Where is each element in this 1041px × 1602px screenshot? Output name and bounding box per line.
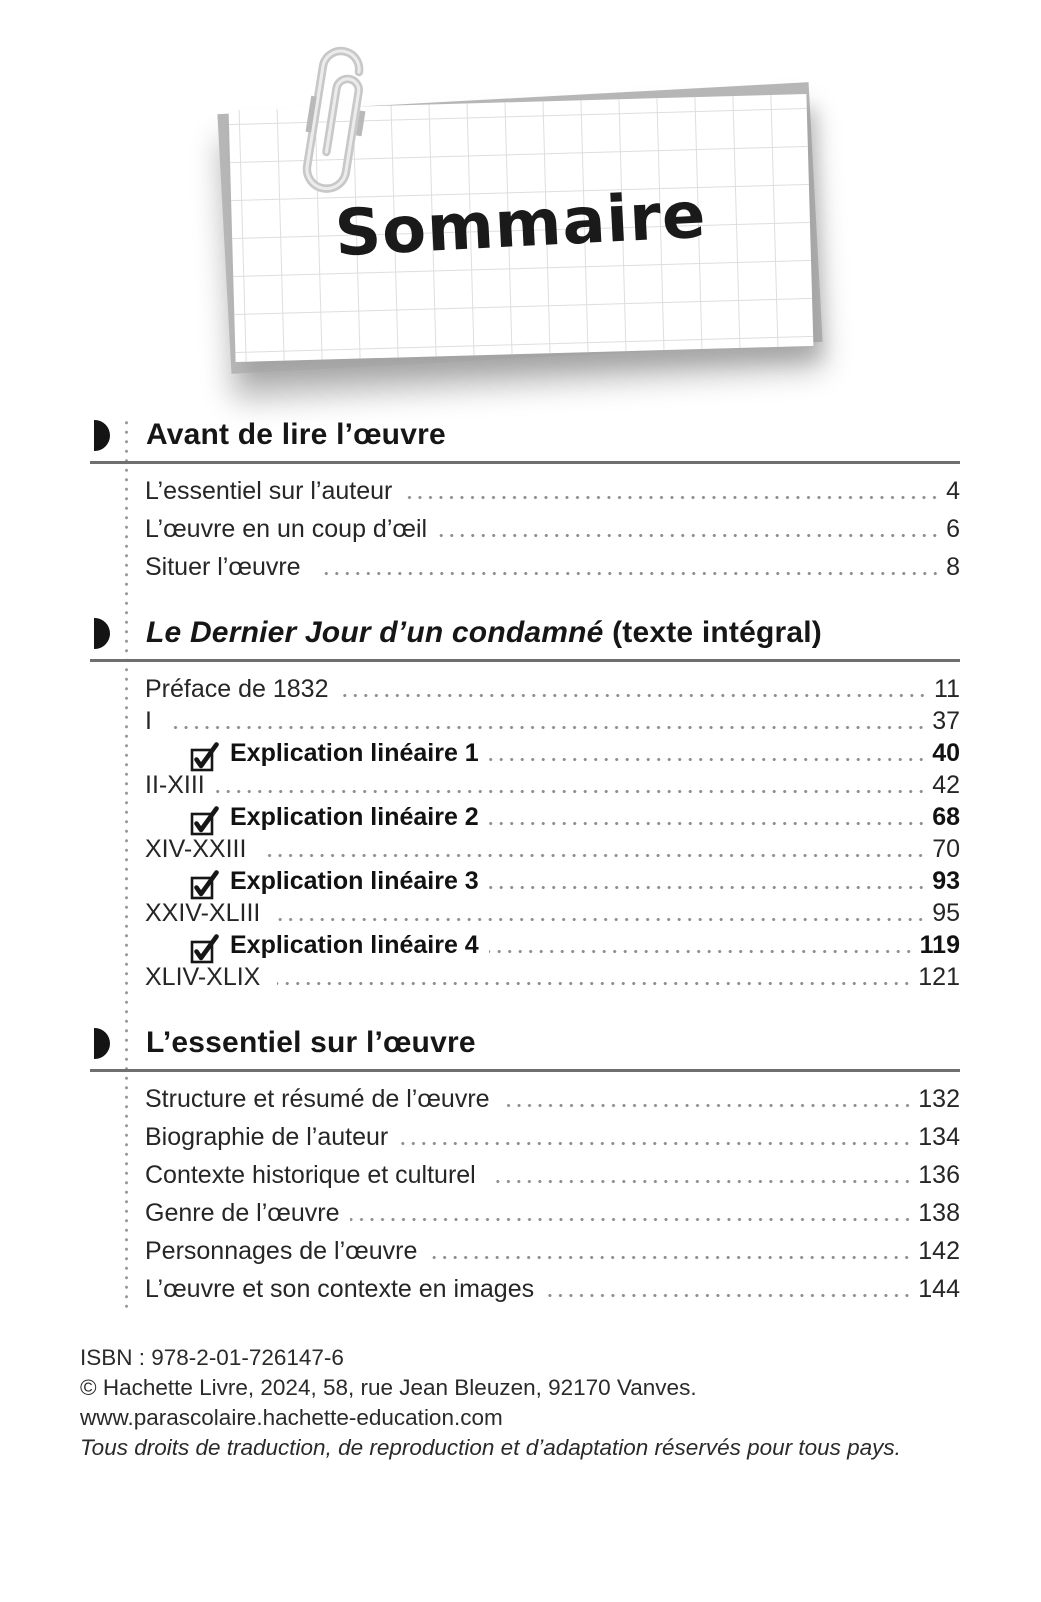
toc-entry-label: L’œuvre et son contexte en images <box>145 1275 535 1303</box>
toc-entry-page: 4 <box>946 477 960 505</box>
dot-leader <box>402 496 940 499</box>
rights-line: Tous droits de traduction, de reproduction et d’adaptation réservés pour tous pays. <box>80 1435 901 1460</box>
section-bullet-icon <box>94 618 110 649</box>
toc-entry-page: 132 <box>918 1085 960 1113</box>
dot-leader <box>493 1180 913 1183</box>
checkbox-check-icon <box>190 933 220 965</box>
toc-entry-explication <box>145 867 960 899</box>
toc-entry <box>145 835 960 867</box>
toc-entry-label: Biographie de l’auteur <box>145 1123 389 1151</box>
section-title <box>146 616 822 650</box>
toc-entry <box>145 477 960 515</box>
dot-leader <box>489 758 926 761</box>
toc-entry-label: L’œuvre en un coup d’œil <box>145 515 428 543</box>
toc-entry-label: II-XIII <box>145 771 205 799</box>
toc-entry-label: XLIV-XLIX <box>145 963 268 991</box>
toc-entry-label: Structure et résumé de l’œuvre <box>145 1085 497 1113</box>
section-avant-de-lire <box>90 418 960 591</box>
toc-entry-page: 136 <box>918 1161 960 1189</box>
dot-leader <box>544 1294 912 1297</box>
toc-entry-page: 119 <box>919 931 960 959</box>
dot-leader <box>489 950 914 953</box>
toc-entry-page: 70 <box>932 835 960 863</box>
toc-entry-page: 42 <box>932 771 960 799</box>
toc-entry-page: 144 <box>918 1275 960 1303</box>
toc-entry-label: XIV-XXIII <box>145 835 254 863</box>
toc-entry-page: 138 <box>918 1199 960 1227</box>
section-rule <box>90 659 960 662</box>
dot-leader <box>215 790 926 793</box>
toc-entry-label: Explication linéaire 4 <box>230 931 479 959</box>
dot-leader <box>277 918 926 921</box>
toc-entry <box>145 1275 960 1313</box>
dot-leader <box>437 534 940 537</box>
toc-entry-explication <box>145 803 960 835</box>
toc-entry-label: XXIV-XLIII <box>145 899 268 927</box>
toc-entry <box>145 1123 960 1161</box>
toc-entry <box>145 515 960 553</box>
toc-entry-page: 142 <box>918 1237 960 1265</box>
table-of-contents <box>90 418 960 1313</box>
toc-entry-page: 95 <box>932 899 960 927</box>
checkbox-check-icon <box>190 869 220 901</box>
section-rule <box>90 461 960 464</box>
section-texte-integral <box>90 616 960 995</box>
toc-entry-page: 68 <box>932 803 960 831</box>
section-bullet-icon <box>94 420 110 451</box>
section-title: Avant de lire l’œuvre <box>146 418 446 451</box>
toc-entry <box>145 1085 960 1123</box>
toc-entry-page: 6 <box>946 515 960 543</box>
dot-leader <box>398 1142 912 1145</box>
toc-entry-page: 93 <box>932 867 960 895</box>
toc-entry <box>145 771 960 803</box>
toc-entry-label: I <box>145 707 159 735</box>
toc-entry-explication <box>145 931 960 963</box>
toc-entry <box>145 1237 960 1275</box>
toc-entry-page: 121 <box>918 963 960 991</box>
toc-entry-label: Personnages de l’œuvre <box>145 1237 418 1265</box>
toc-entry <box>145 963 960 995</box>
isbn-line: ISBN : 978-2-01-726147-6 <box>80 1345 344 1370</box>
section-essentiel-oeuvre <box>90 1026 960 1313</box>
dot-leader <box>489 886 926 889</box>
dot-leader <box>263 854 926 857</box>
toc-entry-page: 37 <box>932 707 960 735</box>
section-title-italic: Le Dernier Jour d’un condamné <box>146 616 604 649</box>
sommaire-page <box>0 102 1041 1463</box>
dot-leader <box>318 572 941 575</box>
toc-entry <box>145 899 960 931</box>
checkbox-check-icon <box>190 741 220 773</box>
toc-entry-page: 8 <box>946 553 960 581</box>
toc-entry-page: 11 <box>934 675 960 703</box>
dot-leader <box>169 726 926 729</box>
imprint <box>80 1343 961 1463</box>
toc-entry-page: 134 <box>918 1123 960 1151</box>
section-bullet-icon <box>94 1028 110 1059</box>
toc-entry <box>145 707 960 739</box>
sommaire-note <box>232 102 810 354</box>
copyright-line: © Hachette Livre, 2024, 58, rue Jean Bleuzen, 92170 Vanves. <box>80 1375 697 1400</box>
toc-entry-label: Contexte historique et culturel <box>145 1161 483 1189</box>
section-title: L’essentiel sur l’œuvre <box>146 1026 476 1059</box>
toc-entry <box>145 1199 960 1237</box>
toc-entry-label: Explication linéaire 2 <box>230 803 479 831</box>
page-title: Sommaire <box>332 178 708 272</box>
website-line: www.parascolaire.hachette-education.com <box>80 1405 503 1430</box>
toc-entry-label: L’essentiel sur l’auteur <box>145 477 393 505</box>
toc-entry-label: Explication linéaire 3 <box>230 867 479 895</box>
toc-entry-label: Genre de l’œuvre <box>145 1199 340 1227</box>
dot-leader <box>277 982 912 985</box>
dot-leader <box>507 1104 913 1107</box>
toc-entry <box>145 675 960 707</box>
toc-entry-label: Explication linéaire 1 <box>230 739 479 767</box>
toc-entry-label: Préface de 1832 <box>145 675 329 703</box>
dot-leader <box>427 1256 912 1259</box>
toc-entry <box>145 1161 960 1199</box>
section-title-suffix: (texte intégral) <box>603 616 822 649</box>
toc-entry-label: Situer l’œuvre <box>145 553 308 581</box>
section-rule <box>90 1069 960 1072</box>
dot-leader <box>489 822 926 825</box>
checkbox-check-icon <box>190 805 220 837</box>
dot-leader <box>338 694 928 697</box>
toc-entry-page: 40 <box>932 739 960 767</box>
toc-entry-explication <box>145 739 960 771</box>
toc-entry <box>145 553 960 591</box>
dot-leader <box>350 1218 913 1221</box>
